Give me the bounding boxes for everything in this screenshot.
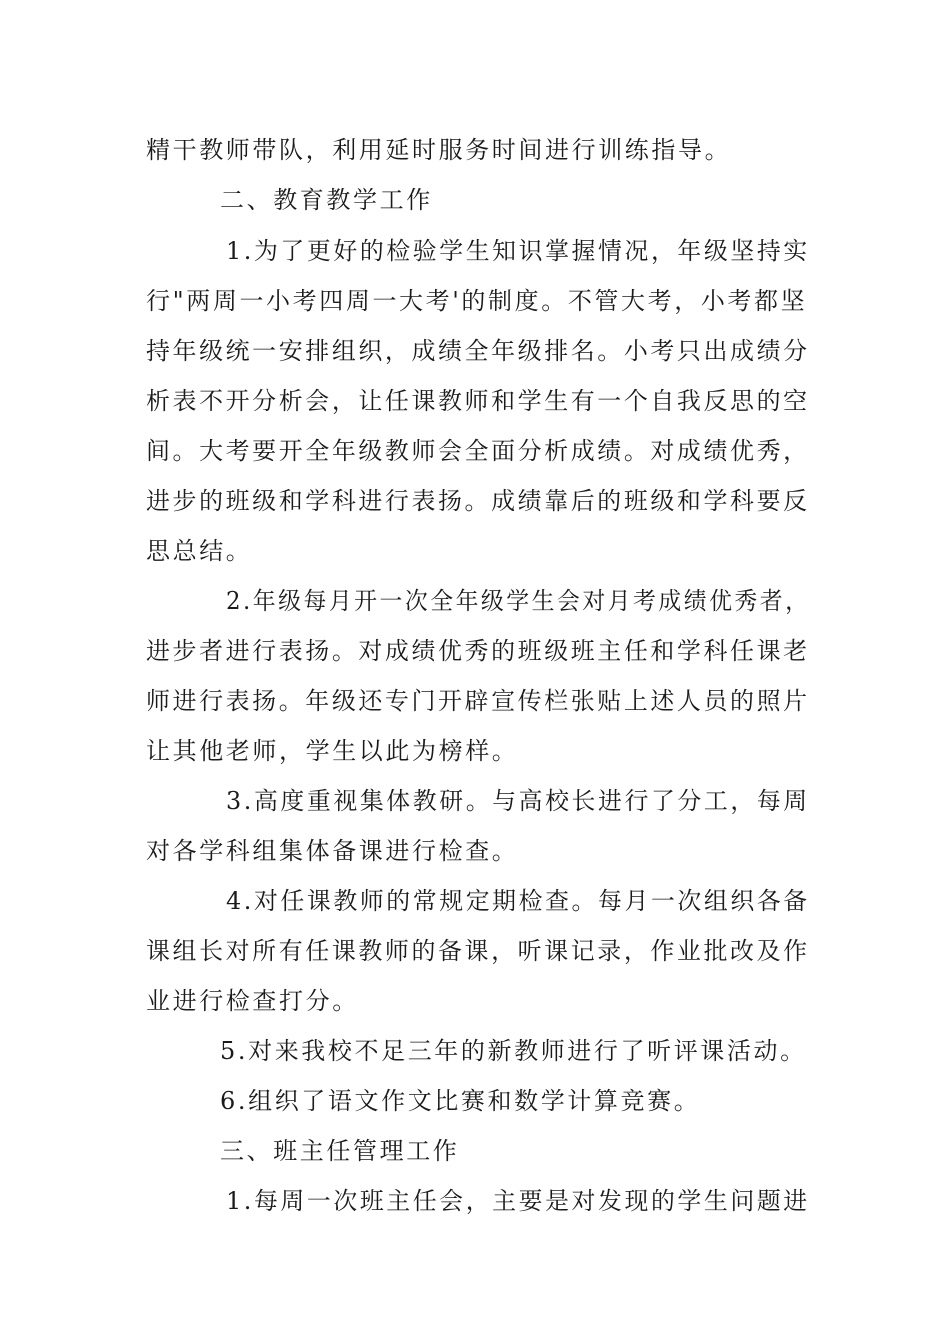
body-text-line: 行"两周一小考四周一大考'的制度。不管大考，小考都坚 [146, 287, 808, 315]
body-text-line: 精干教师带队，利用延时服务时间进行训练指导。 [146, 136, 732, 164]
body-text-line: 进步的班级和学科进行表扬。成绩靠后的班级和学科要反 [146, 487, 810, 515]
body-text-line: 让其他老师，学生以此为榜样。 [146, 737, 519, 765]
body-text-line: 4.对任课教师的常规定期检查。每月一次组织各备 [226, 887, 810, 915]
body-text-line: 间。大考要开全年级教师会全面分析成绩。对成绩优秀， [146, 437, 810, 465]
body-text-line: 思总结。 [146, 537, 253, 565]
body-text-line: 持年级统一安排组织，成绩全年级排名。小考只出成绩分 [146, 337, 810, 365]
body-text-line: 课组长对所有任课教师的备课，听课记录，作业批改及作 [146, 937, 810, 965]
section-heading: 二、教育教学工作 [220, 186, 433, 214]
body-text-line: 对各学科组集体备课进行检查。 [146, 837, 519, 865]
body-text-line: 1.每周一次班主任会，主要是对发现的学生问题进 [226, 1187, 810, 1215]
body-text-line: 6.组织了语文作文比赛和数学计算竞赛。 [220, 1087, 701, 1115]
body-text-line: 5.对来我校不足三年的新教师进行了听评课活动。 [220, 1037, 807, 1065]
body-text-line: 1.为了更好的检验学生知识掌握情况，年级坚持实 [226, 237, 810, 265]
body-text-line: 2.年级每月开一次全年级学生会对月考成绩优秀者， [226, 587, 811, 615]
body-text-line: 进步者进行表扬。对成绩优秀的班级班主任和学科任课老 [146, 637, 810, 665]
body-text-line: 析表不开分析会，让任课教师和学生有一个自我反思的空 [146, 387, 810, 415]
body-text-line: 3.高度重视集体教研。与高校长进行了分工，每周 [226, 787, 810, 815]
body-text-line: 业进行检查打分。 [146, 987, 359, 1015]
body-text-line: 师进行表扬。年级还专门开辟宣传栏张贴上述人员的照片 [146, 687, 810, 715]
section-heading: 三、班主任管理工作 [220, 1137, 460, 1165]
